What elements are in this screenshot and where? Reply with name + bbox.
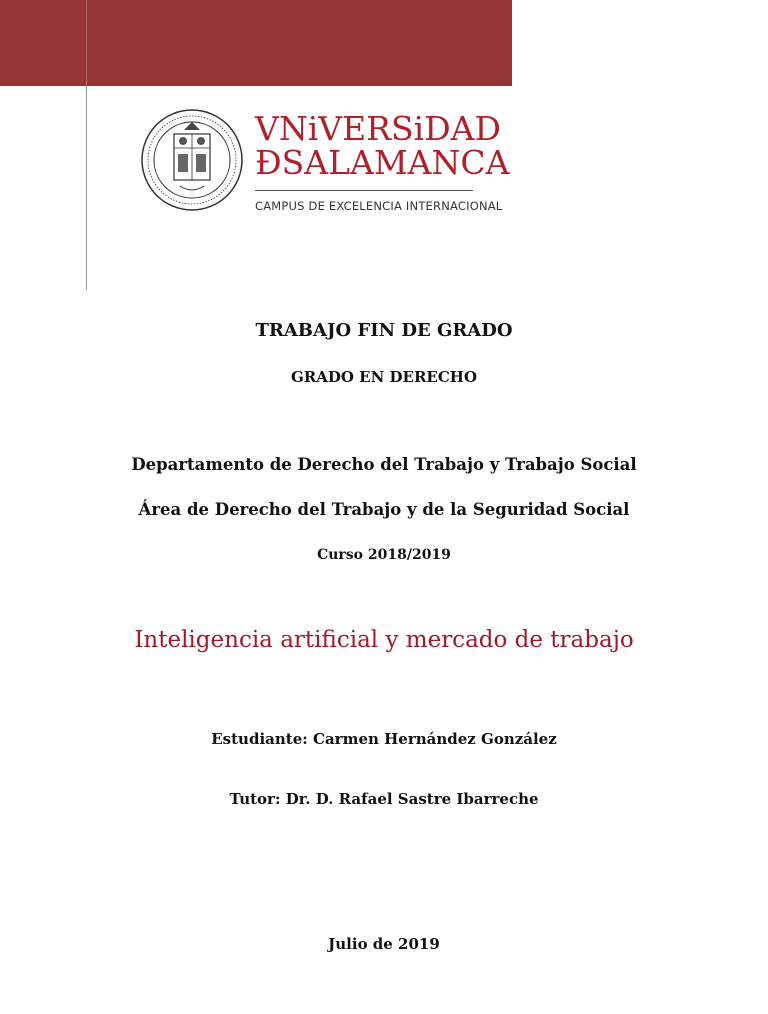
course-year: Curso 2018/2019 <box>317 547 451 563</box>
university-logo <box>140 108 510 220</box>
tutor-name: Tutor: Dr. D. Rafael Sastre Ibarreche <box>229 790 539 808</box>
university-name-line2: ÐSALAMANCA <box>255 143 510 182</box>
department-name: Departamento de Derecho del Trabajo y Trabajo Social <box>131 455 637 474</box>
thesis-title: Inteligencia artificial y mercado de trabajo <box>134 627 634 653</box>
document-type: TRABAJO FIN DE GRADO <box>255 320 513 341</box>
student-name: Estudiante: Carmen Hernández González <box>211 730 557 748</box>
vertical-rule-band-part <box>86 0 87 86</box>
university-seal-icon <box>140 108 244 212</box>
header-color-band <box>0 0 512 86</box>
degree-name: GRADO EN DERECHO <box>290 368 478 386</box>
submission-date: Julio de 2019 <box>328 935 440 953</box>
campus-label: CAMPUS DE EXCELENCIA INTERNACIONAL <box>255 199 503 213</box>
university-name-line1: VNiVERSiDAD <box>255 109 501 148</box>
area-name: Área de Derecho del Trabajo y de la Seguridad Social <box>138 500 630 519</box>
logo-divider <box>255 190 473 191</box>
